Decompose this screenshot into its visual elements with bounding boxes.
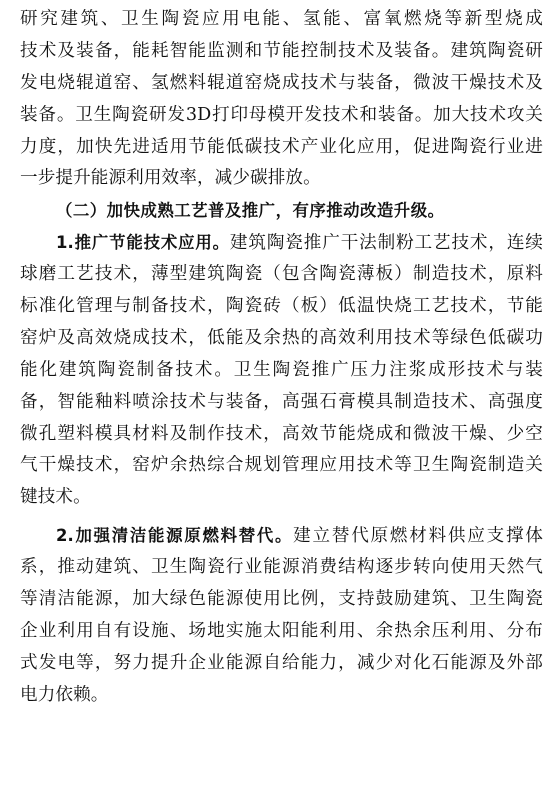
text-line-first bbox=[20, 520, 543, 552]
text-line: 窑炉及高效烧成技术，低能及余热的高效利用技术等绿色低碳功 bbox=[20, 327, 543, 348]
paragraph-lead-rest: 建筑陶瓷推广干法制粉工艺技术，连续 bbox=[229, 233, 543, 254]
text-line-first bbox=[20, 227, 543, 259]
text-line: 备，智能釉料喷涂技术与装备，高强石膏模具制造技术、高强度 bbox=[20, 391, 543, 412]
text-line: 企业利用自有设施、场地实施太阳能利用、余热余压利用、分布 bbox=[20, 620, 543, 641]
text-line: 电力依赖。 bbox=[20, 684, 109, 705]
paragraph-new-firing-tech bbox=[20, 4, 543, 195]
text-line: 微孔塑料模具材料及制作技术，高效节能烧成和微波干燥、少空 bbox=[20, 423, 543, 444]
text-line: 式发电等，努力提升企业能源自给能力，减少对化石能源及外部 bbox=[20, 652, 543, 673]
text-line: 研究建筑、卫生陶瓷应用电能、氢能、富氧燃烧等新型烧成 bbox=[20, 9, 543, 29]
paragraph-lead: 1.推广节能技术应用。 bbox=[56, 233, 230, 253]
text-line: 能化建筑陶瓷制备技术。卫生陶瓷推广压力注浆成形技术与装 bbox=[20, 359, 543, 380]
text-line: 装备。卫生陶瓷研发3D打印母模开发技术和装备。加大技术攻关 bbox=[20, 104, 543, 125]
paragraph-lead: 2.加强清洁能源原燃料替代。 bbox=[56, 526, 294, 546]
text-line: 标准化管理与制备技术，陶瓷砖（板）低温快烧工艺技术，节能 bbox=[20, 296, 543, 317]
text-line: 气干燥技术，窑炉余热综合规划管理应用技术等卫生陶瓷制造关 bbox=[20, 455, 543, 476]
paragraph-lead-rest: 建立替代原燃材料供应支撑体 bbox=[293, 526, 543, 547]
text-line: 系，推动建筑、卫生陶瓷行业能源消费结构逐步转向使用天然气 bbox=[20, 557, 543, 578]
text-line: 发电烧辊道窑、氢燃料辊道窑烧成技术与装备，微波干燥技术及 bbox=[20, 72, 543, 93]
text-line: 一步提升能源利用效率，减少碳排放。 bbox=[20, 168, 321, 189]
text-line: 球磨工艺技术，薄型建筑陶瓷（包含陶瓷薄板）制造技术，原料 bbox=[20, 264, 543, 285]
text-line: 等清洁能源，加大绿色能源使用比例，支持鼓励建筑、卫生陶瓷 bbox=[20, 589, 543, 610]
section-heading: （二）加快成熟工艺普及推广，有序推动改造升级。 bbox=[56, 201, 445, 221]
paragraph-clean-energy bbox=[20, 520, 543, 711]
text-line: 技术及装备，能耗智能监测和节能控制技术及装备。建筑陶瓷研 bbox=[20, 40, 543, 61]
paragraph-energy-saving-tech bbox=[20, 227, 543, 514]
text-line: 力度，加快先进适用节能低碳技术产业化应用，促进陶瓷行业进 bbox=[20, 136, 543, 157]
text-line: 键技术。 bbox=[20, 487, 91, 508]
